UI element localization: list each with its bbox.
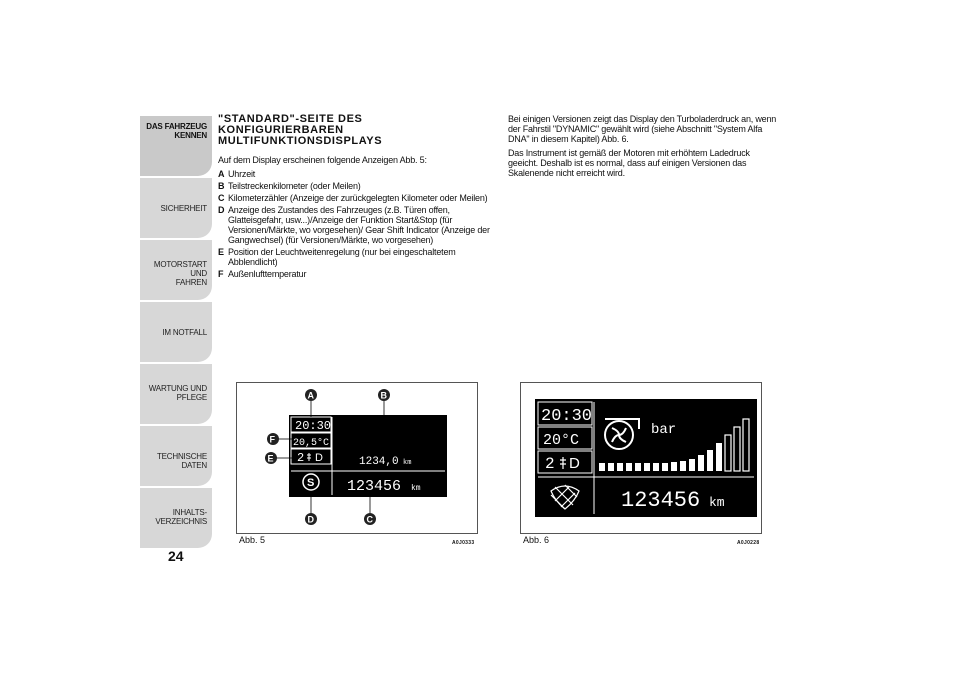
- trip-unit: km: [403, 459, 412, 467]
- figure-6-caption: Abb. 6: [523, 535, 550, 545]
- figure-abb-6: [520, 382, 762, 534]
- tab-label: WARTUNG UND: [148, 384, 207, 393]
- figure-6-code: A0J0228: [737, 540, 760, 546]
- callout-c-label: C: [366, 514, 373, 525]
- start-stop-letter: S: [307, 477, 315, 489]
- item-letter: C: [218, 193, 225, 203]
- display-temp: 20°C: [543, 432, 580, 449]
- paragraph: Das Instrument ist gemäß der Motoren mit erhöhtem Ladedruck geeicht. Deshalb ist es normal, dass auf einigen Versionen das Skalenende nicht erreicht wird.: [508, 148, 750, 178]
- tab-inhaltsverzeichnis[interactable]: [140, 488, 212, 548]
- figure-abb-5: [236, 382, 478, 534]
- tab-im-notfall[interactable]: [140, 302, 212, 362]
- display-gear: 2: [545, 455, 555, 473]
- display-time: 20:30: [541, 407, 593, 426]
- list-item: [218, 193, 490, 203]
- odo-value: 123456: [347, 478, 402, 495]
- odo-unit: km: [411, 484, 421, 493]
- display-gear: 2: [297, 451, 305, 465]
- tab-label: INHALTS-: [172, 508, 207, 517]
- item-letter: B: [218, 181, 225, 191]
- callout-d-label: D: [307, 514, 314, 525]
- odo-unit: km: [709, 495, 725, 510]
- item-text: Außenlufttemperatur: [228, 269, 307, 279]
- callout-b-label: B: [380, 390, 387, 401]
- item-letter: A: [218, 169, 225, 179]
- item-text: Uhrzeit: [228, 169, 256, 179]
- display-temp: 20,5°C: [293, 438, 330, 449]
- tab-label: MOTORSTART UND: [153, 260, 207, 278]
- figure-5-drawing: [237, 383, 477, 533]
- tab-sicherheit[interactable]: [140, 178, 212, 238]
- legend-list: [218, 169, 490, 279]
- item-text: Teilstreckenkilometer (oder Meilen): [228, 181, 361, 191]
- heading-line: MULTIFUNKTIONSDISPLAYS: [218, 135, 383, 147]
- tab-wartung-und-pflege[interactable]: [140, 364, 212, 424]
- tab-label: DAS FAHRZEUG: [146, 122, 207, 131]
- section-heading: [218, 114, 490, 147]
- tab-technische-daten[interactable]: [140, 426, 212, 486]
- intro-text: Auf dem Display erscheinen folgende Anzeigen Abb. 5:: [218, 155, 427, 165]
- left-column: [218, 114, 490, 281]
- item-letter: D: [218, 205, 225, 215]
- list-item: [218, 169, 490, 179]
- figure-5-caption: Abb. 5: [239, 535, 266, 545]
- item-letter: E: [218, 247, 224, 257]
- item-letter: F: [218, 269, 224, 279]
- list-item: [218, 205, 490, 245]
- tab-label: FAHREN: [175, 278, 207, 287]
- list-item: [218, 181, 490, 191]
- callout-f-label: F: [269, 434, 275, 445]
- page-number: 24: [168, 548, 184, 564]
- tab-label: TECHNISCHE DATEN: [156, 452, 207, 470]
- pressure-unit: bar: [651, 422, 677, 438]
- item-text: Anzeige des Zustandes des Fahrzeuges (z.B. Türen offen, Glatteisgefahr, usw...)/Anzeige der Funktion Start&Stop (für Versionen/Märkte, wo vorgesehen)/ Gear Shift Indicator (Anzeige der Gangwechsel) (für Versionen/Märkte, wo vorgesehen): [228, 205, 490, 245]
- tab-label: VERZEICHNIS: [155, 517, 207, 526]
- figure-5-code: A0J0333: [452, 540, 475, 546]
- item-text: Kilometerzähler (Anzeige der zurückgelegten Kilometer oder Meilen): [228, 193, 488, 203]
- tab-das-fahrzeug-kennen[interactable]: [140, 116, 212, 176]
- heading-line: "STANDARD"-SEITE DES: [218, 113, 363, 125]
- callout-a-label: A: [307, 390, 314, 401]
- odo-value: 123456: [621, 488, 701, 513]
- item-text: Position der Leuchtweitenregelung (nur bei eingeschaltetem Abblendlicht): [228, 247, 456, 267]
- callout-e-label: E: [267, 453, 274, 464]
- tab-label: SICHERHEIT: [160, 204, 207, 213]
- right-column: [508, 114, 780, 182]
- tab-label: PFLEGE: [176, 393, 207, 402]
- heading-line: KONFIGURIERBAREN: [218, 124, 344, 136]
- headlamp-icon: D: [315, 452, 323, 464]
- tab-motorstart-und-fahren[interactable]: [140, 240, 212, 300]
- tab-label: IM NOTFALL: [162, 328, 207, 337]
- paragraph: Bei einigen Versionen zeigt das Display den Turboladerdruck an, wenn der Fahrstil "DYNAMIC" gewählt wird (siehe Abschnitt "System Alfa DNA" in diesem Kapitel) Abb. 6.: [508, 114, 777, 144]
- tab-label: KENNEN: [174, 131, 207, 140]
- display-time: 20:30: [295, 419, 332, 433]
- trip-value: 1234,0: [359, 456, 399, 468]
- headlamp-icon: D: [569, 455, 580, 472]
- list-item: [218, 247, 490, 267]
- figure-6-drawing: [521, 383, 761, 533]
- list-item: [218, 269, 490, 279]
